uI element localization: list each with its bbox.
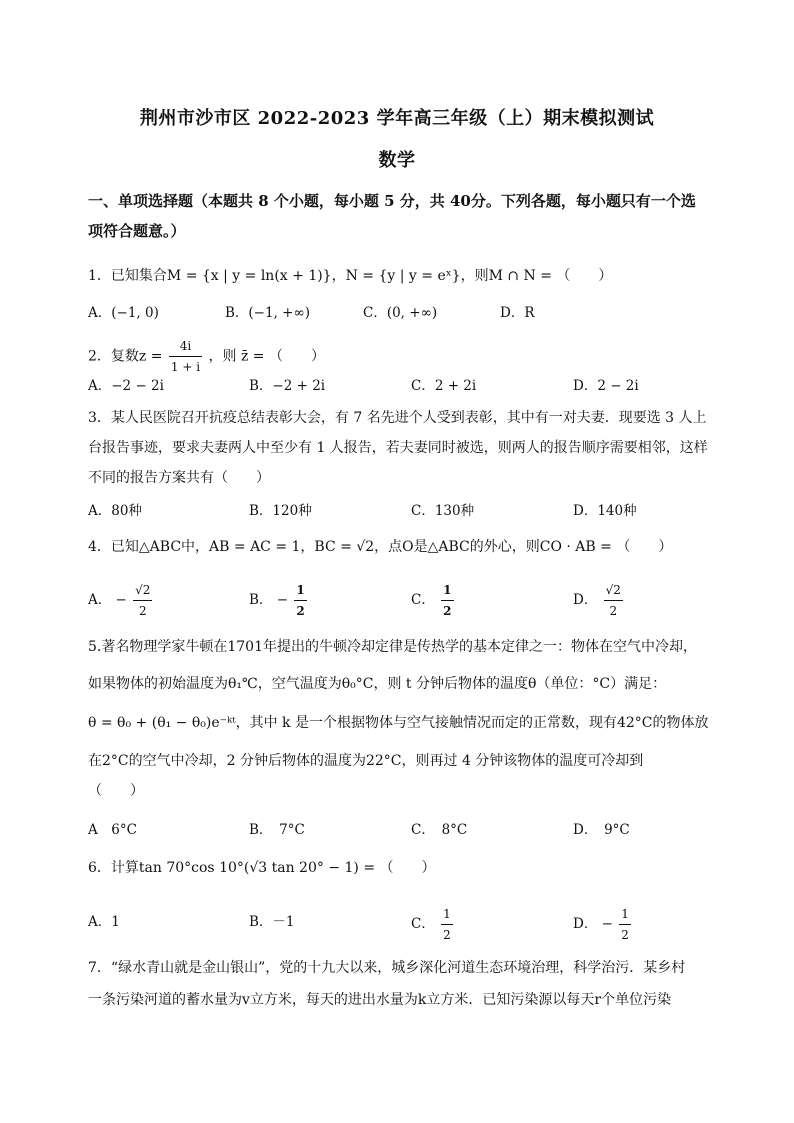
- q4-option-a-sign: −: [115, 592, 127, 608]
- question-6-stem: 6．计算tan 70°cos 10°(√3 tan 20° − 1) = （ ）: [88, 860, 436, 876]
- question-5-line-5: （ ）: [88, 783, 144, 799]
- q4-option-d-denominator: 2: [609, 604, 618, 618]
- q3-option-a: A．80种: [88, 503, 142, 519]
- q5-option-c: C． 8°C: [411, 822, 468, 838]
- section-heading: 一、单项选择题（本题共 8 个小题，每小题 5 分，共 40分。下列各题，每小题只有一个选项符合题意。）: [88, 192, 696, 240]
- q2-fraction: [169, 336, 202, 377]
- q6-option-c-fraction: [441, 904, 453, 945]
- q5-option-a: A 6°C: [88, 822, 137, 838]
- question-5-line-3: θ = θ₀ + (θ₁ − θ₀)e⁻ᵏᵗ，其中 k 是一个根据物体与空气接触情况而定的正常数，现有42°C的物体放: [88, 715, 709, 731]
- q1-option-c: C．(0, +∞): [363, 305, 438, 321]
- q6-option-a: A．1: [88, 914, 120, 930]
- q2-option-c: C．2 + 2i: [411, 378, 477, 394]
- question-7-line-2: 一条污染河道的蓄水量为v立方米，每天的进出水量为k立方米．已知污染源以每天r个单位污染: [88, 992, 672, 1008]
- q2-stem-suffix: ，则 z̄ = （ ）: [208, 348, 325, 365]
- question-2-stem: [88, 336, 710, 377]
- q4-option-a: [88, 580, 154, 621]
- q6-option-d-denominator: 2: [621, 928, 629, 942]
- q3-option-d: D．140种: [573, 503, 637, 519]
- question-5-line-1: 5.著名物理学家牛顿在1701年提出的牛顿冷却定律是传热学的基本定律之一：物体在空气中冷却，: [88, 639, 697, 655]
- q4-option-a-label: A．: [88, 592, 112, 608]
- exam-title: 荆州市沙市区 2022-2023 学年高三年级（上）期末模拟测试: [139, 108, 655, 129]
- question-1-stem: 1．已知集合M = {x | y = ln(x + 1)}，N = {y | y = eˣ}，则M ∩ N = （ ）: [88, 268, 613, 284]
- q4-option-b: [249, 580, 309, 621]
- q4-option-a-fraction: [133, 580, 152, 621]
- q2-fraction-numerator: 4i: [169, 336, 202, 357]
- q4-option-b-label: B．: [249, 592, 273, 608]
- q6-option-d-label: D．: [573, 916, 598, 932]
- q4-option-d-numerator: √2: [604, 580, 623, 601]
- q4-option-a-numerator: √2: [133, 580, 152, 601]
- q2-option-d: D．2 − 2i: [573, 378, 639, 394]
- question-4-stem: 4．已知△ABC中，AB = AC = 1，BC = √2，点O是△ABC的外心，则CO · AB = （ ）: [88, 539, 673, 555]
- q2-fraction-denominator: 1 + i: [170, 360, 201, 374]
- q4-option-c: [411, 580, 456, 621]
- q4-option-b-numerator: 1: [294, 580, 306, 601]
- q6-option-d-fraction: [619, 904, 631, 945]
- q4-option-d-fraction: [604, 580, 623, 621]
- q6-option-c-denominator: 2: [443, 928, 451, 942]
- q2-option-b: B．−2 + 2i: [249, 378, 326, 394]
- q4-option-d: [573, 580, 625, 621]
- subject-title: 数学: [378, 150, 416, 171]
- q1-option-b: B．(−1, +∞): [225, 305, 310, 321]
- q1-option-a: A．(−1, 0): [88, 305, 159, 321]
- q4-option-a-denominator: 2: [138, 604, 147, 618]
- question-5-line-2: 如果物体的初始温度为θ₁℃，空气温度为θ₀°C，则 t 分钟后物体的温度θ（单位：°C）满足：: [88, 676, 667, 692]
- q6-option-c: [411, 904, 455, 945]
- q2-option-a: A．−2 − 2i: [88, 378, 164, 394]
- q4-option-c-label: C．: [411, 592, 435, 608]
- q6-option-c-numerator: 1: [441, 904, 453, 925]
- q4-option-b-sign: −: [276, 592, 289, 608]
- q6-option-d-sign: −: [601, 916, 613, 932]
- question-5-line-4: 在2°C的空气中冷却，2 分钟后物体的温度为22°C，则再过 4 分钟该物体的温度可冷却到: [88, 753, 644, 769]
- q6-option-d: [573, 904, 633, 945]
- q3-option-c: C．130种: [411, 503, 475, 519]
- question-3-stem: 3．某人民医院召开抗疫总结表彰大会，有 7 名先进个人受到表彰，其中有一对夫妻．现要选 3 人上台报告事迹，要求夫妻两人中至少有 1 人报告，若夫妻同时被选，则两人的报告顺序需要相邻，这样不同的报告方案共有（ ）: [88, 410, 708, 486]
- q5-option-b: B． 7°C: [249, 822, 305, 838]
- q5-option-d: D． 9°C: [573, 822, 630, 838]
- q4-option-c-denominator: 2: [443, 604, 452, 618]
- q4-option-b-denominator: 2: [296, 604, 305, 618]
- question-7-line-1: 7．“绿水青山就是金山银山”，党的十九大以来，城乡深化河道生态环境治理，科学治污．某乡村: [88, 960, 686, 976]
- q3-option-b: B．120种: [249, 503, 312, 519]
- q6-option-b: B．－1: [249, 914, 295, 930]
- q4-option-c-fraction: [441, 580, 453, 621]
- q4-option-b-fraction: [294, 580, 306, 621]
- q1-option-d: D．R: [500, 305, 535, 321]
- q6-option-c-label: C．: [411, 916, 435, 932]
- q4-option-c-numerator: 1: [441, 580, 453, 601]
- q2-stem-prefix: 2．复数z =: [88, 348, 163, 365]
- q6-option-d-numerator: 1: [619, 904, 631, 925]
- q4-option-d-label: D．: [573, 592, 598, 608]
